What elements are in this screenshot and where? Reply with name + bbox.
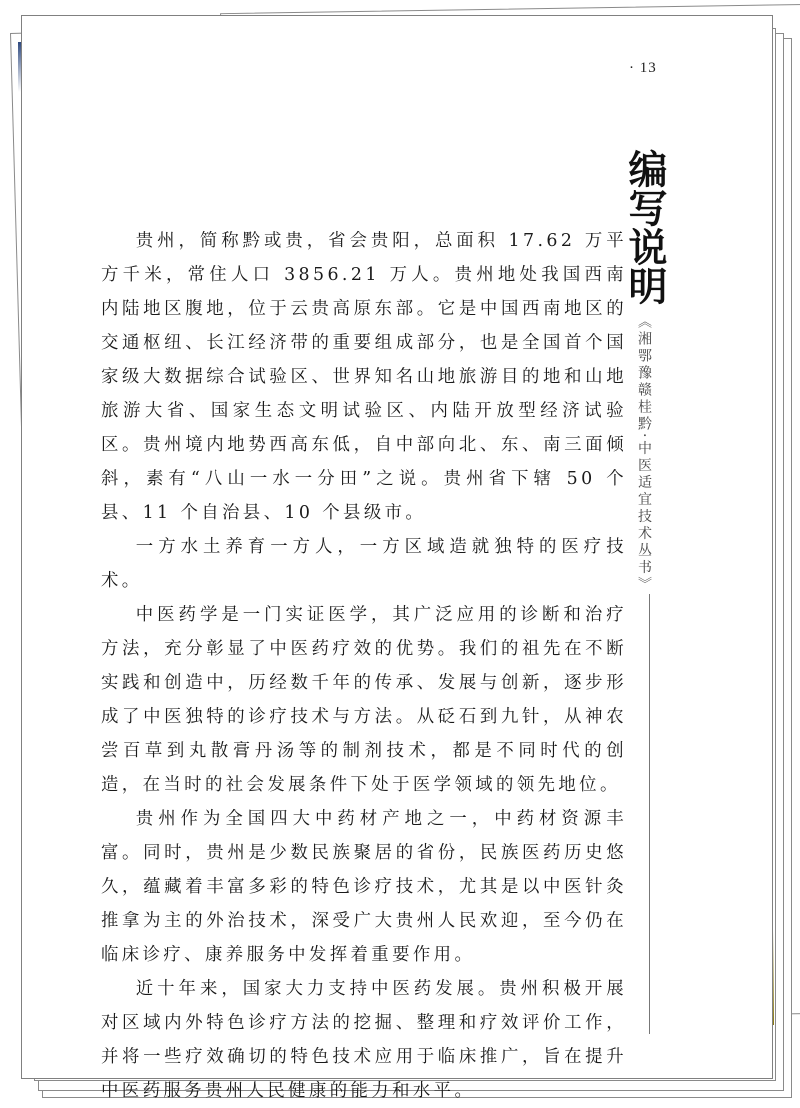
paragraph: 近十年来，国家大力支持中医药发展。贵州积极开展对区域内外特色诊疗方法的挖掘、整理和疗效评价工作，并将一些疗效确切的特色技术应用于临床推广，旨在提升中医药服务贵州人民健康的能力和水平。	[101, 979, 627, 1101]
series-title: 《湘鄂豫赣桂黔·中医适宜技术丛书》	[636, 314, 652, 594]
chapter-title: 编写说明	[622, 149, 667, 305]
paragraph: 贵州，简称黔或贵，省会贵阳，总面积 17.62 万平方千米，常住人口 3856.21 万人。贵州地处我国西南内陆地区腹地，位于云贵高原东部。它是中国西南地区的交通枢纽、长江经济带的重要组成部分，也是全国首个国家级大数据综合试验区、世界知名山地旅游目的地和山地旅游大省、国家生态文明试验区、内陆开放型经济试验区。贵州境内地势西高东低，自中部向北、东、南三面倾斜，素有“八山一水一分田”之说。贵州省下辖 50 个县、11 个自治县、10 个县级市。	[101, 231, 627, 523]
page-number: · 13	[629, 60, 657, 76]
book-page	[21, 15, 773, 1101]
paragraph: 贵州作为全国四大中药材产地之一，中药材资源丰富。同时，贵州是少数民族聚居的省份，民族医药历史悠久，蕴藏着丰富多彩的特色诊疗技术，尤其是以中医针灸推拿为主的外治技术，深受广大贵州人民欢迎，至今仍在临床诊疗、康养服务中发挥着重要作用。	[101, 809, 627, 965]
vertical-rule-divider	[649, 594, 650, 1034]
paragraph: 一方水土养育一方人，一方区域造就独特的医疗技术。	[101, 537, 627, 591]
body-text	[101, 224, 627, 1108]
paragraph: 中医药学是一门实证医学，其广泛应用的诊断和治疗方法，充分彰显了中医药疗效的优势。我们的祖先在不断实践和创造中，历经数千年的传承、发展与创新，逐步形成了中医独特的诊疗技术与方法。从砭石到九针，从神农尝百草到丸散膏丹汤等的制剂技术，都是不同时代的创造，在当时的社会发展条件下处于医学领域的领先地位。	[101, 605, 627, 795]
